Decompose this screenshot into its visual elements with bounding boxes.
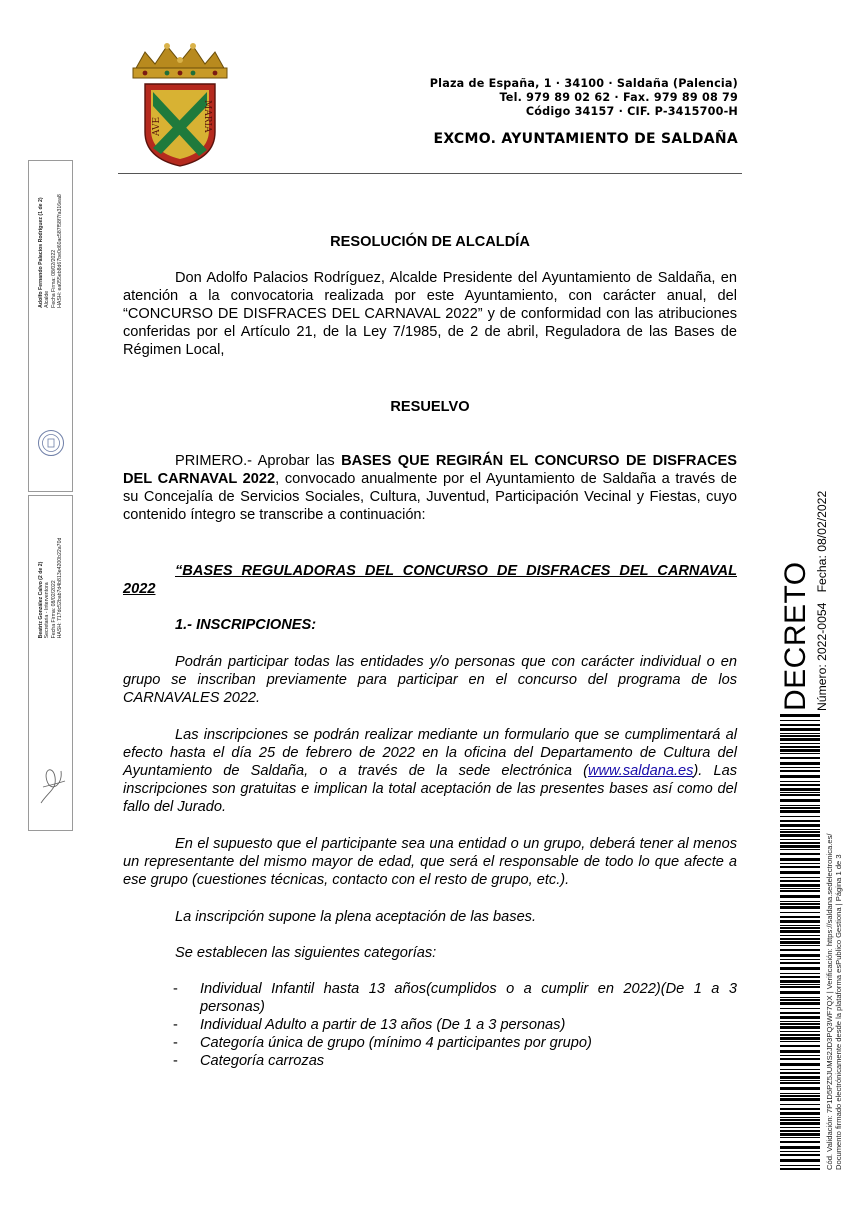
list-item: - Categoría carrozas bbox=[173, 1053, 325, 1069]
bases-title: “BASES REGULADORAS DEL CONCURSO DE DISFRACES DEL CARNAVAL 2022 bbox=[123, 563, 737, 597]
resuelvo-heading: RESUELVO bbox=[390, 399, 470, 415]
categories-list bbox=[123, 980, 737, 1070]
paragraph-acceptance: La inscripción supone la plena aceptación de las bases. bbox=[175, 909, 537, 925]
list-item: - Individual Infantil hasta 13 años(cumplidos o a cumplir en 2022)(De 1 a 3 personas) bbox=[173, 981, 737, 1015]
paragraph-participants: Podrán participar todas las entidades y/o personas que con carácter individual o en grupo se inscriban previamente para participar en el concurso del programa de los CARNAVALES 2022. bbox=[123, 654, 737, 706]
phone-line: Tel. 979 89 02 62 · Fax. 979 89 08 79 bbox=[499, 91, 738, 104]
seal-icon bbox=[37, 429, 65, 457]
signature-panel-secretary bbox=[28, 495, 73, 831]
document-title: RESOLUCIÓN DE ALCALDÍA bbox=[330, 234, 530, 250]
signature-hash: HASH: ea055eb8d67be0d60ac587f58f7fa316ea8 bbox=[56, 194, 63, 308]
primero-bold: BASES QUE REGIRÁN EL CONCURSO DE DISFRACES DEL CARNAVAL 2022 bbox=[123, 453, 737, 487]
address-block bbox=[430, 77, 738, 119]
validation-code: Cód. Validación: 7P1D5PZ5JUMS2JD3PQ3WF7QX | Verificación: https://saldana.sedelectronica.es/ bbox=[824, 833, 834, 1170]
signer-name: Adolfo Fernando Palacios Rodríguez (1 de 2) bbox=[37, 197, 44, 308]
handwritten-signature bbox=[35, 751, 67, 811]
code-line: Código 34157 · CIF. P-3415700-H bbox=[525, 105, 738, 118]
organization-name: EXCMO. AYUNTAMIENTO DE SALDAÑA bbox=[433, 131, 738, 147]
registration-text-b: ). Las inscripciones son gratuitas e implican la total aceptación de las presentes bases así como del fallo del Jurado. bbox=[123, 763, 738, 815]
paragraph-categories-intro: Se establecen las siguientes categorías: bbox=[175, 945, 437, 961]
primero-paragraph bbox=[123, 452, 737, 524]
paragraph-registration bbox=[123, 726, 737, 816]
signer-role: Alcalde bbox=[44, 290, 51, 308]
validation-barcode bbox=[780, 714, 820, 1172]
signature-hash: HASH: 717dc52bab7d4b813e4200b22a70d bbox=[56, 537, 63, 639]
section-inscripciones-title: 1.- INSCRIPCIONES: bbox=[175, 617, 317, 633]
header-divider bbox=[118, 173, 742, 174]
list-item: - Individual Adulto a partir de 13 años (De 1 a 3 personas) bbox=[173, 1017, 566, 1033]
list-item: - Categoría única de grupo (mínimo 4 participantes por grupo) bbox=[173, 1035, 592, 1051]
decree-label: DECRETO bbox=[779, 561, 812, 711]
signer-role: Secretaria - Interventora bbox=[44, 582, 51, 639]
decree-stamp bbox=[779, 461, 839, 711]
primero-lead: PRIMERO.- Aprobar las bbox=[175, 453, 342, 469]
primero-rest: , convocado anualmente por el Ayuntamiento de Saldaña a través de su Concejalía de Servicios Sociales, Cultura, Juventud, Participación Vecinal y Fiestas, cuyo contenido íntegro se transcribe a continuación: bbox=[123, 471, 737, 523]
intro-paragraph: Don Adolfo Palacios Rodríguez, Alcalde Presidente del Ayuntamiento de Saldaña, en atención a la convocatoria realizada por este Ayuntamiento, con carácter anual, del “CONCURSO DE DISFRACES DEL CARNAVAL 2022” y de conformidad con las atribuciones conferidas por el Artículo 21, de la Ley 7/1985, de 2 de abril, Reguladora de las Bases de Régimen Local, bbox=[123, 270, 737, 358]
sede-electronica-link[interactable]: www.saldana.es bbox=[587, 763, 694, 779]
verification-footer bbox=[819, 740, 849, 1170]
decree-date: Fecha: 08/02/2022 bbox=[815, 490, 829, 593]
signature-date: Fecha Firma: 08/02/2022 bbox=[50, 580, 57, 639]
coat-of-arms-logo bbox=[125, 40, 235, 168]
signer-name: Beatriz González Calvo (2 de 2) bbox=[37, 561, 44, 639]
crest-text-left: AVE bbox=[152, 116, 162, 136]
address-line: Plaza de España, 1 · 34100 · Saldaña (Palencia) bbox=[429, 77, 738, 90]
decree-number: Número: 2022-0054 bbox=[815, 602, 829, 711]
signing-platform-note: Documento firmado electrónicamente desde la plataforma esPublico Gestiona | Página 1 de 3 bbox=[834, 854, 843, 1170]
registration-text-a: Las inscripciones se podrán realizar mediante un formulario que se cumplimentará al efecto hasta el día 25 de febrero de 2022 en la oficina del Departamento de Cultura del Ayuntamiento de Saldaña, o a través de la sede electrónica ( bbox=[123, 727, 737, 779]
paragraph-group-representative: En el supuesto que el participante sea una entidad o un grupo, deberá tener al menos un representante del mismo mayor de edad, que será el responsable de todo lo que afecte a ese grupo (cuestiones técnicas, contacto con el resto de grupo, etc.). bbox=[123, 836, 737, 888]
signature-panel-mayor bbox=[28, 160, 73, 492]
signature-date: Fecha Firma: 08/02/2022 bbox=[50, 249, 57, 308]
crest-text-right: MARIA bbox=[202, 100, 212, 133]
